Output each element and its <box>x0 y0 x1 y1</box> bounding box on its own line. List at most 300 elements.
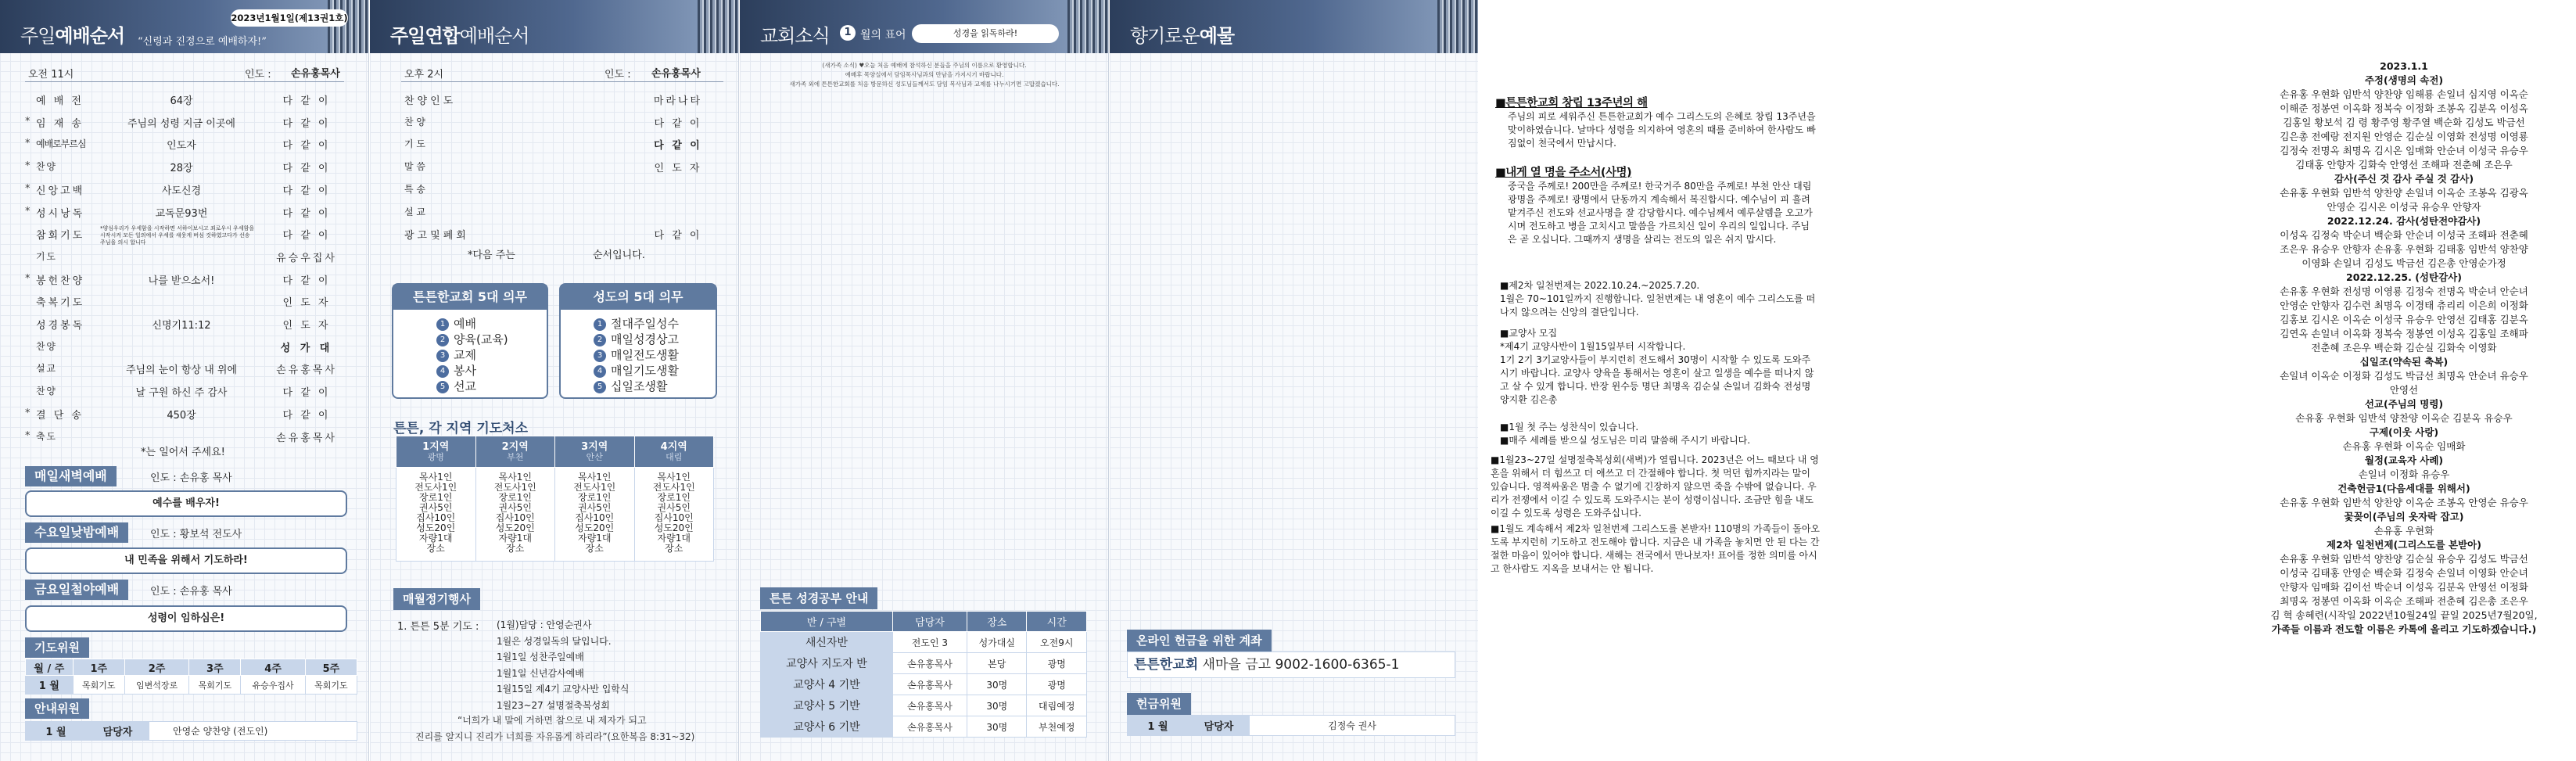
study-cell: 본당 <box>967 653 1027 674</box>
region-cell <box>475 468 555 562</box>
region-role: 집사10인 <box>416 512 456 523</box>
offering-names: 김태홍 안향자 김화숙 안영선 조해파 전춘혜 조은우 <box>2295 159 2513 171</box>
leader-label: 인도 : <box>605 69 631 81</box>
region-role: 장로1인 <box>657 492 691 503</box>
header-bar <box>1110 0 1478 53</box>
duty-number-badge: 2 <box>436 334 449 346</box>
study-cell: 30명 <box>967 716 1027 738</box>
offering-names: 안영순 김시온 이성국 유승우 안향자 <box>2327 201 2481 213</box>
monthly-event: (1월)담당 : 안영순권사 <box>497 619 592 630</box>
offering-names: 손유홍 우현화 임반석 양찬양 이옥순 김분옥 유승우 <box>2295 412 2513 424</box>
offering-names: 손유홍 우현화 전성명 이영룡 김정숙 전명옥 박순녀 안순녀 <box>2280 285 2528 297</box>
header-bar <box>370 0 738 53</box>
duty-label: 절대주일성수 <box>611 317 679 331</box>
offering-names: 조은우 유승우 안향자 손유홍 우현화 김태홍 임반석 양찬양 <box>2280 243 2528 255</box>
study-cell: 오전9시 <box>1027 632 1087 653</box>
motto: “신령과 진정으로 예배하자!” <box>138 36 267 48</box>
order-item-leader: 다 같 이 <box>282 185 331 197</box>
order-row <box>25 407 361 422</box>
region-role: 자량1대 <box>419 533 453 544</box>
order-item-leader: 다 같 이 <box>654 140 702 153</box>
duty-number-badge: 5 <box>436 381 449 393</box>
order-item-leader: 다 같 이 <box>282 230 331 242</box>
order-row <box>404 115 741 131</box>
offering-category: 감사(주신 것 감사 주실 것 감사) <box>2334 173 2474 185</box>
order-item-name: 예 배 전 <box>36 95 84 107</box>
prayer-header: 5주 <box>305 659 357 676</box>
study-row <box>761 695 1087 716</box>
region-role: 목사1인 <box>578 472 612 483</box>
leader-label: 인도 : <box>245 69 271 81</box>
order-row <box>25 115 361 131</box>
study-class: 교양사 6 기반 <box>761 716 893 738</box>
order-item-name: 임 재 송 <box>36 117 84 130</box>
region-header <box>396 436 476 468</box>
region-cell <box>555 468 635 562</box>
offering-committee-table <box>1127 715 1455 736</box>
region-cell <box>396 468 476 562</box>
region-city: 안산 <box>586 451 603 462</box>
study-cell: 전도인 3 <box>892 632 967 653</box>
order-item-leader: 인 도 자 <box>654 163 702 175</box>
offering-names: 이성옥 김정숙 박순녀 백순화 안순녀 이성국 조해파 전춘혜 <box>2280 229 2528 241</box>
order-row <box>404 205 741 221</box>
order-item-name: 예배로부르심 <box>36 138 86 150</box>
region-role: 집사10인 <box>654 512 694 523</box>
news-thousand-offering: ■제2차 일천번제는 2022.10.24.~2025.7.20. 1월은 70~101일까지 진행합니다. 일천번제는 내 영혼이 예수 그리스도를 떠나지 않으려는 신앙의 결단입니다. <box>1500 280 1816 318</box>
region-header <box>475 436 555 468</box>
required-star: * <box>25 205 30 217</box>
order-item-leader: 다 같 이 <box>282 95 331 107</box>
prayer-cell: 임변석장로 <box>124 676 188 695</box>
region-role: 장소 <box>426 543 445 554</box>
duty-label: 매일성경상고 <box>611 332 679 346</box>
header-bar <box>740 0 1108 53</box>
dawn-leader: 인도 : 손유홍 목사 <box>150 472 232 484</box>
region-role: 목사1인 <box>498 472 532 483</box>
prayer-cell: 목회기도 <box>73 676 124 695</box>
order-item-name: 기 도 <box>36 250 55 262</box>
region-role: 자량1대 <box>578 533 612 544</box>
region-city: 광명 <box>427 451 444 462</box>
order-item-leader: 성 가 대 <box>280 342 333 354</box>
offering-list <box>2232 59 2576 637</box>
welcome-line: 예배후 목양실에서 담임목사님과의 만남을 가지시기 바랍니다. <box>845 71 1004 78</box>
month-slogan: 성경을 읽독하라! <box>912 24 1059 43</box>
region-city: 부천 <box>507 451 524 462</box>
offering-names: 김홍일 황보석 김 령 황주영 황주열 백순화 김성도 박금선 <box>2283 117 2525 128</box>
order-item-leader: 다 같 이 <box>282 163 331 175</box>
study-class: 교양사 지도자 반 <box>761 653 893 674</box>
order-item-name: 성시낭독 <box>36 207 85 220</box>
study-cell: 대림예정 <box>1027 695 1087 716</box>
order-item-name: 말 씀 <box>404 161 425 173</box>
offering-names: 손유홍 우현화 임반석 양찬양 이옥순 조봉옥 안영순 유승우 <box>2280 497 2528 508</box>
duty-label: 매일전도생활 <box>611 348 679 362</box>
region-role: 장로1인 <box>578 492 612 503</box>
order-item-leader: 다 같 이 <box>282 117 331 130</box>
offering-category: 건축헌금1(다음세대를 위해서) <box>2337 483 2470 494</box>
order-item-name: 신앙고백 <box>36 185 85 197</box>
offering-names: 손유홍 우현화 임반석 양찬양 김순실 유승우 김성도 박금선 <box>2280 553 2528 565</box>
study-header: 장소 <box>967 612 1027 632</box>
prayer-header: 4주 <box>241 659 305 676</box>
region-name: 1지역 <box>422 440 450 453</box>
order-item-name: 찬 양 <box>36 340 55 352</box>
study-cell: 손유홍목사 <box>892 716 967 738</box>
study-class: 새신자반 <box>761 632 893 653</box>
offering-category: 2022.12.24. 감사(성탄전야감사) <box>2327 215 2481 227</box>
order-item-name: 찬양인도 <box>404 95 457 107</box>
order-row <box>25 384 361 400</box>
study-cell: 30명 <box>967 674 1027 695</box>
news-family: ■1월도 계속해서 제2차 일천번제 그리스도를 본받자! 110명의 가족들이 돌아오도록 부지런히 기도하고 전도해야 합니다. 지금은 내 가족을 놓치면 안 된 다는 간절한 마음이 있어야 합니다. 새해는 전국에서 만나보자! 표어를 정한 의미를 아시고 한사람도 지옥을 보내서는 안 됩니다. <box>1491 523 1821 574</box>
page-title: 향기로운예물 <box>1130 25 1235 47</box>
order-item-leader: 다 같 이 <box>282 140 331 153</box>
region-header <box>555 436 635 468</box>
header-bar <box>0 0 368 53</box>
duty-number-badge: 3 <box>594 350 606 362</box>
offering-names: 김정숙 전명옥 최명옥 김시온 임매화 안순녀 이성국 유승우 <box>2280 145 2528 156</box>
region-role: 자량1대 <box>657 533 691 544</box>
order-item-name: 찬 양 <box>36 386 55 397</box>
offering-names: 손유홍 우현화 임반석 양찬양 손일녀 이옥순 조봉옥 김광옥 <box>2280 187 2528 199</box>
order-row <box>25 339 361 355</box>
usher-committee-title: 안내위원 <box>25 698 89 719</box>
prayer-month: 1 월 <box>26 676 74 695</box>
usher-names: 안영순 양찬양 (전도인) <box>149 722 357 741</box>
offering-names: 손유홍 우현화 임반석 양찬양 임해룡 손일녀 심지영 이옥순 <box>2280 88 2528 100</box>
duty-label: 매일기도생활 <box>611 364 679 378</box>
monthly-event: 1월23~27 설명절축복성회 <box>497 699 610 711</box>
duty-label: 선교 <box>454 379 476 393</box>
news-recruitment: ■교양사 모집 *제4기 교양사반이 1월15일부터 시작합니다. 1기 2기 3기교양사들이 부지런히 전도해서 30명이 시작할 수 있도록 도와주시기 바랍니다. 교양사 양육을 통해서는 영혼이 살고 일생을 예수를 떠나지 않고 살 수 있게 합니다. 반장 윈수등 명단 최명옥 김순실 손일녀 김화숙 전성명 양지환 김은총 <box>1500 328 1814 405</box>
issue-date-badge: 2023년1월1일(제13권1호) <box>231 9 348 27</box>
study-row <box>761 674 1087 695</box>
order-row <box>25 429 361 445</box>
study-row <box>761 632 1087 653</box>
region-role: 성도20인 <box>575 522 615 533</box>
order-row <box>404 92 741 108</box>
page-title: 주일연합예배순서 <box>390 25 529 47</box>
news-anniversary: ■튼튼한교회 창립 13주년의 해 주님의 피로 세워주신 튼튼한교회가 예수 그리스도의 은혜로 창립 13주년을 맞이하였습니다. 날마다 성령을 의지하여 영혼의 때를 준비하여 한사람도 빠짐없이 천국에서 만납시다. <box>1495 97 1816 149</box>
order-row <box>25 225 361 246</box>
region-cell <box>634 468 714 562</box>
fri-service-title: 금요일철야예배 <box>25 580 128 600</box>
offering-names: 손일녀 이정화 유승우 <box>2358 468 2450 480</box>
duty-item <box>436 347 547 363</box>
building-decoration <box>328 0 368 53</box>
offering-category: 주정(생명의 속전) <box>2364 74 2444 86</box>
region-role: 목사1인 <box>657 472 691 483</box>
order-row <box>25 205 361 221</box>
prayer-cell: 목회기도 <box>305 676 357 695</box>
order-item-content: 나를 받으소서! <box>148 275 215 287</box>
bible-verse-line2: 진리를 알지니 진리가 너희를 자유롭게 하리라”(요한복음 8:31~32) <box>415 731 695 742</box>
offering-names: 김 혁 송혜련(시작일 2022년10월24일 끝일 2025년7월20일, <box>2270 609 2538 621</box>
required-star: * <box>25 160 30 173</box>
prayer-header: 2주 <box>124 659 188 676</box>
order-item-leader: 다 같 이 <box>282 387 331 400</box>
offering-category: 2022.12.25. (성탄감사) <box>2346 271 2462 283</box>
order-item-leader: 인 도 자 <box>282 297 331 310</box>
study-cell: 성가대실 <box>967 632 1027 653</box>
offering-category: 꽃꽂이(주님의 옷자락 잡고) <box>2344 511 2464 522</box>
order-item-content: 주님의 눈이 항상 내 위에 <box>125 364 238 377</box>
offering-names: 손유홍 우현화 이옥순 임매화 <box>2342 440 2466 452</box>
order-row <box>25 294 361 310</box>
region-prayer-title: 튼튼, 각 지역 기도처소 <box>393 421 529 436</box>
required-star: * <box>25 182 30 195</box>
order-item-name: 결 단 송 <box>36 409 84 422</box>
offering-category: 선교(주님의 명령) <box>2364 398 2444 410</box>
region-role: 목사1인 <box>419 472 453 483</box>
bible-study-title: 튼튼 성경공부 안내 <box>760 587 877 609</box>
region-role: 전도사1인 <box>493 482 536 493</box>
study-row <box>761 716 1087 738</box>
next-week-note: *다음 주는 <box>468 249 515 261</box>
monthly-event: 1월15일 제4기 교양사반 입학식 <box>497 684 630 695</box>
welcome-line: 새가족 외에 튼튼한교회를 처음 방문하신 성도님들께서도 담임 목사님과 교제를 나누시기면 고맙겠습니다. <box>789 81 1060 88</box>
next-week-note-end: 순서입니다. <box>593 249 645 261</box>
wed-message: 내 민족을 위해서 기도하라! <box>25 547 347 574</box>
order-item-leader: 다 같 이 <box>282 409 331 422</box>
order-item-name: 봉헌찬양 <box>36 275 85 287</box>
divider <box>25 81 344 82</box>
duty-label: 예배 <box>454 317 476 331</box>
duty-number-badge: 4 <box>436 365 449 378</box>
duty-item <box>594 363 716 379</box>
region-role: 전도사1인 <box>414 482 457 493</box>
duty-item <box>436 316 547 332</box>
duty-item <box>594 379 716 394</box>
region-role: 집사10인 <box>575 512 615 523</box>
region-prayer-table <box>396 436 714 562</box>
monthly-event: 1월은 성경일독의 달입니다. <box>497 635 612 647</box>
prayer-committee-title: 기도위원 <box>25 637 89 658</box>
order-row <box>404 182 741 198</box>
region-role: 장소 <box>665 543 683 554</box>
offering-names: 김정숙 권사 <box>1250 716 1455 736</box>
offering-category: 제2차 일천번제(그리스도를 본받아) <box>2327 539 2481 551</box>
building-decoration <box>1437 0 1478 53</box>
region-name: 4지역 <box>660 440 687 453</box>
wed-leader: 인도 : 황보석 전도사 <box>150 529 242 540</box>
order-item-leader: 유승우집사 <box>276 252 337 264</box>
duty-item <box>436 363 547 379</box>
region-role: 전도사1인 <box>652 482 695 493</box>
study-header: 담당자 <box>892 612 967 632</box>
duty-item <box>436 379 547 394</box>
study-cell: 광명 <box>1027 653 1087 674</box>
offering-label: 담당자 <box>1189 716 1250 736</box>
order-item-name: 축 도 <box>36 430 55 442</box>
order-item-leader: 다 같 이 <box>654 117 702 130</box>
order-item-content: 교독문93번 <box>155 207 208 220</box>
order-item-content: 신명기11:12 <box>152 320 211 332</box>
offering-names: 이성국 김태홍 안영순 백순화 김정숙 손일녀 이영화 안순녀 <box>2280 567 2528 579</box>
panel-union-worship <box>370 0 739 761</box>
news-communion: ■1월 첫 주는 성찬식이 있습니다. ■매주 세례를 받으실 성도님은 미리 말씀해 주시기 바랍니다. <box>1500 422 1751 446</box>
study-cell: 손유홍목사 <box>892 674 967 695</box>
offering-category: 2023.1.1 <box>2380 60 2428 72</box>
order-item-name: 광고및폐회 <box>404 230 469 242</box>
offering-committee-title: 헌금위원 <box>1127 693 1191 715</box>
region-role: 집사10인 <box>495 512 535 523</box>
duty-number-badge: 2 <box>594 334 606 346</box>
order-item-leader: 인 도 자 <box>282 320 331 332</box>
order-item-content: 사도신경 <box>161 185 202 197</box>
study-class: 교양사 4 기반 <box>761 674 893 695</box>
region-role: 장소 <box>506 543 525 554</box>
region-role: 성도20인 <box>654 522 694 533</box>
duty-label: 교제 <box>454 348 476 362</box>
bible-verse-line1: “너희가 내 말에 거하면 참으로 내 제자가 되고 <box>457 715 647 726</box>
account-number: 새마을 금고 9002-1600-6365-1 <box>1202 657 1400 673</box>
required-star: * <box>25 138 30 150</box>
study-class: 교양사 5 기반 <box>761 695 893 716</box>
member-duties-title: 성도의 5대 의무 <box>561 285 716 310</box>
region-role: 권사5인 <box>498 502 532 513</box>
duty-item <box>594 347 716 363</box>
fri-message: 성령이 임하심은! <box>25 605 347 632</box>
duty-label: 십일조생활 <box>611 379 668 393</box>
order-row <box>25 249 361 265</box>
page-title: 교회소식 <box>760 25 830 47</box>
offering-month: 1 월 <box>1128 716 1189 736</box>
region-role: 권사5인 <box>419 502 453 513</box>
church-name: 튼튼한교회 <box>1134 657 1199 673</box>
offering-names: 김은총 전예랑 전지원 안영순 김순실 이영화 전성명 이영룡 <box>2280 131 2528 142</box>
offering-category: 구제(이웃 사랑) <box>2369 426 2439 438</box>
order-row <box>25 182 361 198</box>
dawn-service-title: 매일새벽예배 <box>25 466 117 486</box>
study-row <box>761 653 1087 674</box>
offering-names: 안영선 <box>2389 384 2419 396</box>
region-role: 성도20인 <box>495 522 535 533</box>
order-item-name: 찬 양 <box>404 116 425 127</box>
bible-study-table <box>760 611 1087 738</box>
member-duties-box <box>559 283 717 399</box>
order-item-leader: 손유홍목사 <box>276 432 337 444</box>
duty-number-badge: 1 <box>436 318 449 331</box>
offering-category: 가족들 이름과 전도할 이름은 카톡에 올리고 기도하겠습니다.) <box>2271 623 2537 635</box>
order-item-leader: 손유홍목사 <box>276 364 337 377</box>
month-number-badge: 1 <box>840 25 856 41</box>
usher-month: 1 월 <box>26 722 87 741</box>
offering-names: 김홍보 김시온 이옥순 이성국 유승우 안영선 김태홍 김분옥 <box>2280 314 2528 325</box>
order-row <box>404 137 741 153</box>
study-cell: 광명 <box>1027 674 1087 695</box>
duty-number-badge: 4 <box>594 365 606 378</box>
order-item-content: 인도자 <box>167 140 196 153</box>
monthly-event: 1월1일 신년감사예배 <box>497 667 584 679</box>
offering-category: 월정(교육자 사례) <box>2364 454 2444 466</box>
church-duties-box <box>392 283 548 399</box>
order-row <box>25 317 361 332</box>
offering-names: 김연옥 손일녀 이옥화 정복숙 정봉연 이성옥 김홍일 조해파 <box>2280 328 2528 339</box>
required-star: * <box>25 429 30 442</box>
leader-name: 손유홍목사 <box>291 68 340 80</box>
fri-leader: 인도 : 손유홍 목사 <box>150 586 232 598</box>
welcome-notice <box>740 61 1109 89</box>
study-cell: 부천예정 <box>1027 716 1087 738</box>
wed-service-title: 수요일낮밤예배 <box>25 522 128 543</box>
building-decoration <box>1067 0 1108 53</box>
region-name: 2지역 <box>501 440 529 453</box>
offering-names: 안향자 임매화 김이선 박순녀 이성옥 김분옥 안영선 이정화 <box>2280 581 2528 593</box>
order-row <box>25 92 361 108</box>
prayer-cell: 유승우집사 <box>241 676 305 695</box>
offering-names: 이영화 손일녀 김성도 박금선 김은총 안영순가정 <box>2302 257 2506 269</box>
duty-number-badge: 5 <box>594 381 606 393</box>
offering-names: 이해준 정봉연 이옥화 정복숙 이정화 조봉옥 김분옥 이성옥 <box>2280 102 2528 114</box>
region-role: 장로1인 <box>498 492 532 503</box>
region-role: 전도사1인 <box>573 482 616 493</box>
order-item-leader: 다 같 이 <box>654 230 702 242</box>
prayer-header: 1주 <box>73 659 124 676</box>
order-item-leader: 마라나타 <box>653 95 703 107</box>
duty-number-badge: 3 <box>436 350 449 362</box>
account-box <box>1127 652 1455 678</box>
region-name: 3지역 <box>581 440 608 453</box>
order-item-content: 64장 <box>170 95 193 107</box>
building-decoration <box>698 0 738 53</box>
study-header: 시간 <box>1027 612 1087 632</box>
required-star: * <box>25 272 30 285</box>
news-revival: ■1월23~27일 설명절축복성회(새벽)가 열립니다. 2023년은 어느 때보다 내 영혼을 위해서 더 힘쓰고 더 애쓰고 더 간절해야 합니다. 첫 먹던 힘까지라는 말이 있습니다. 영적싸움은 멈출 수 없기에 긴장하지 않으면 죽을 수밖에 없습니다. 우리가 전쟁에서 이길 수 있도록 도와주시는 분이 성령이십니다. 조금만 힘을 내도이길 수 있도록 성령은 도와주십니다. <box>1491 454 1819 519</box>
prayer-header: 3주 <box>189 659 241 676</box>
region-header <box>634 436 714 468</box>
duty-label: 양육(교육) <box>454 332 508 346</box>
page-title: 주일예배순서 <box>20 25 125 47</box>
church-duties-title: 튼튼한교회 5대 의무 <box>393 285 547 310</box>
region-role: 권사5인 <box>578 502 612 513</box>
duty-number-badge: 1 <box>594 318 606 331</box>
duty-item <box>594 332 716 347</box>
order-item-name: 축복기도 <box>36 297 85 310</box>
stand-note: *는 일어서 주세요! <box>141 447 225 458</box>
news-mission: ■내게 열 명을 주소서(사명) 중국을 주께로! 200만을 주께로! 한국거주 80만을 주께로! 부천 안산 대림 광명을 주께로! 광명에서 단동까지 계속해서 복진합시다. 예수님이 피 흘려 맡겨주신 전도와 선교사명을 잘 감당합시다. 예수님께서 예루살렘을 오고가시며 전도하고 병을 고치시고 말씀을 가르치신 일이 우리의 일입니다. 주님은 곧 오십니다. 그때까지 생명을 살리는 전도의 일은 쉬지 맙시다. <box>1495 167 1813 245</box>
duty-item <box>436 332 547 347</box>
duty-label: 봉사 <box>454 364 476 378</box>
online-offering-title: 온라인 헌금을 위한 계좌 <box>1127 630 1272 652</box>
region-role: 장소 <box>585 543 604 554</box>
divider <box>401 81 723 82</box>
order-row <box>404 160 741 175</box>
study-cell: 30명 <box>967 695 1027 716</box>
monthly-event: 1월1일 성찬주일예배 <box>497 652 584 662</box>
required-star: * <box>25 407 30 419</box>
offering-names: 손일녀 이옥순 이정화 김성도 박금선 최명옥 안순녀 유승우 <box>2280 370 2528 382</box>
order-item-name: 특 송 <box>404 183 425 195</box>
offering-names: 전춘혜 조은우 백순화 김순실 김화숙 이영화 <box>2311 342 2497 354</box>
order-row <box>25 272 361 288</box>
order-item-leader: 다 같 이 <box>282 207 331 220</box>
region-role: 자량1대 <box>498 533 532 544</box>
region-role: 장로1인 <box>419 492 453 503</box>
order-row <box>404 227 741 242</box>
study-cell: 손유홍목사 <box>892 653 967 674</box>
monthly-events-title: 매월정기행사 <box>393 588 480 610</box>
usher-table <box>25 721 357 741</box>
order-item-content: 날 구원 하신 주 감사 <box>135 387 228 400</box>
duty-item <box>594 316 716 332</box>
order-item-name: 설 교 <box>36 363 55 375</box>
order-row <box>25 361 361 377</box>
prayer-committee-table <box>25 659 357 695</box>
region-city: 대림 <box>666 451 683 462</box>
